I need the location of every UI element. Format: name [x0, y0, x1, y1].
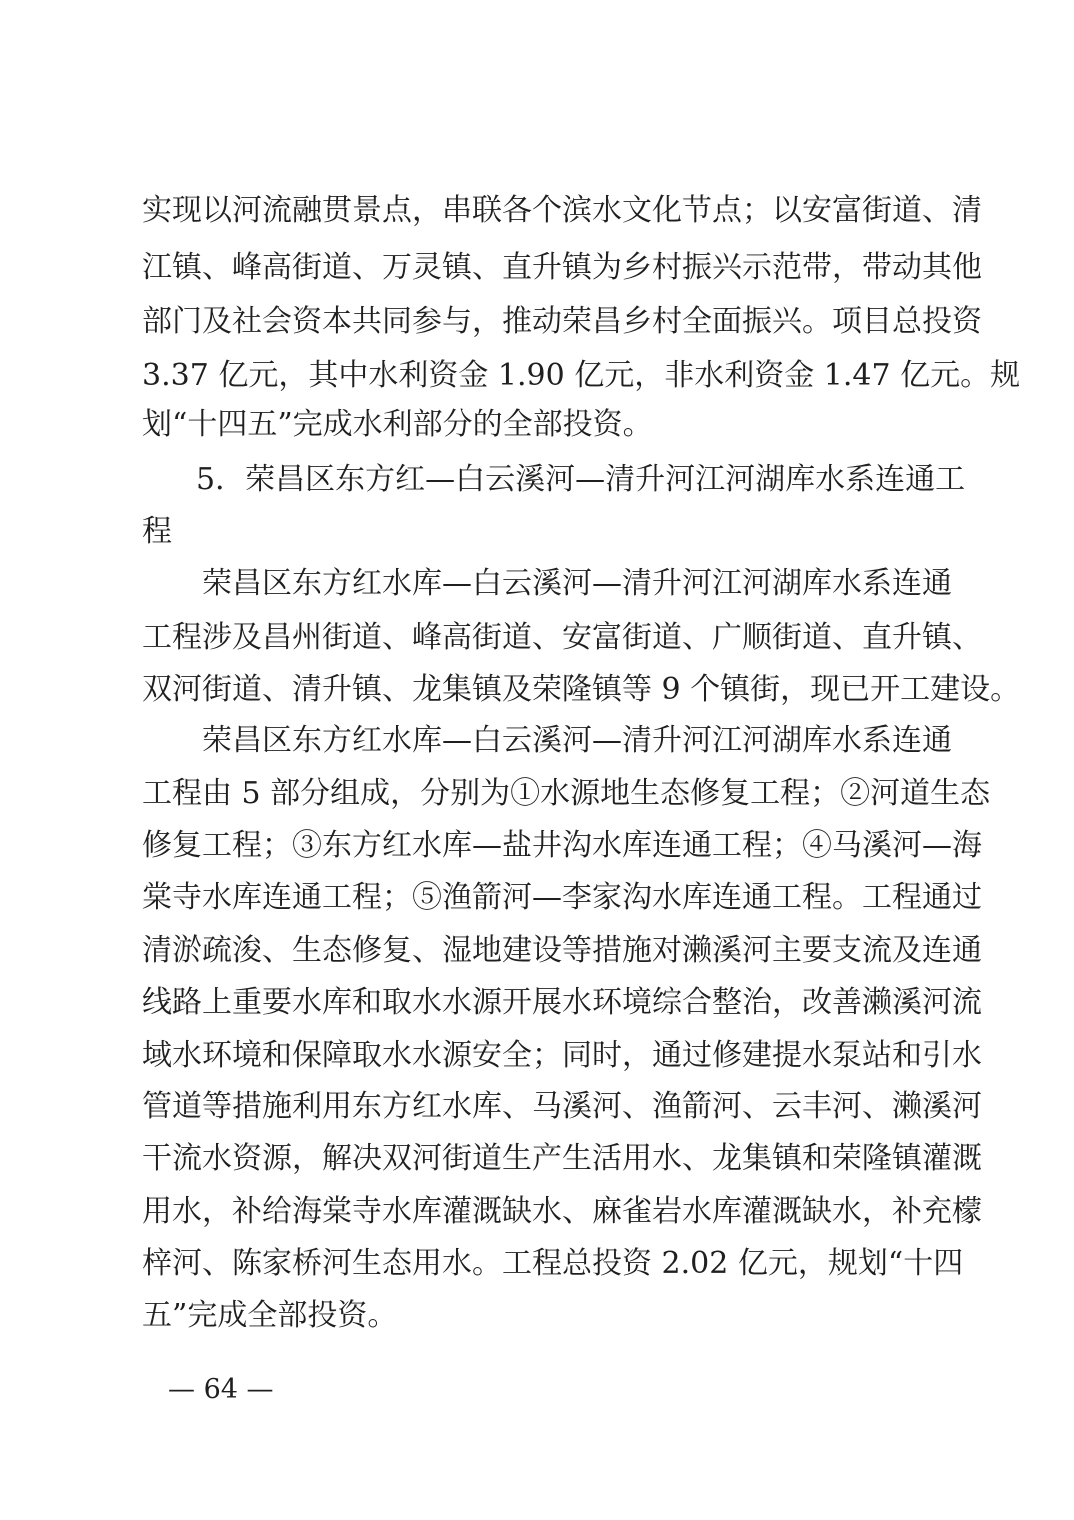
page-number: — 64 — [168, 1374, 274, 1405]
text-line: 荣昌区东方红水库—白云溪河—清升河江河湖库水系连通 [202, 723, 952, 758]
text-line: 工程由 5 部分组成，分别为①水源地生态修复工程；②河道生态 [142, 776, 991, 811]
text-line: 3.37 亿元，其中水利资金 1.90 亿元，非水利资金 1.47 亿元。规 [142, 358, 1021, 393]
text-line: 干流水资源，解决双河街道生产生活用水、龙集镇和荣隆镇灌溉 [142, 1141, 982, 1176]
text-line: 用水，补给海棠寺水库灌溉缺水、麻雀岩水库灌溉缺水，补充檬 [142, 1194, 982, 1229]
text-line: 实现以河流融贯景点，串联各个滨水文化节点；以安富街道、清 [142, 193, 982, 228]
text-line: 工程涉及昌州街道、峰高街道、安富街道、广顺街道、直升镇、 [142, 620, 982, 655]
text-line: 管道等措施利用东方红水库、马溪河、渔箭河、云丰河、濑溪河 [142, 1089, 982, 1124]
text-line: 域水环境和保障取水水源安全；同时，通过修建提水泵站和引水 [142, 1038, 982, 1073]
text-line: 梓河、陈家桥河生态用水。工程总投资 2.02 亿元，规划“十四 [142, 1246, 964, 1281]
text-line: 荣昌区东方红水库—白云溪河—清升河江河湖库水系连通 [202, 566, 952, 601]
text-line: 线路上重要水库和取水水源开展水环境综合整治，改善濑溪河流 [142, 985, 982, 1020]
text-line: 划“十四五”完成水利部分的全部投资。 [142, 407, 653, 442]
text-line: 修复工程；③东方红水库—盐井沟水库连通工程；④马溪河—海 [142, 828, 982, 863]
text-line: 棠寺水库连通工程；⑤渔箭河—李家沟水库连通工程。工程通过 [142, 880, 982, 915]
section-heading: 5．荣昌区东方红—白云溪河—清升河江河湖库水系连通工 [196, 462, 966, 497]
text-line: 部门及社会资本共同参与，推动荣昌乡村全面振兴。项目总投资 [142, 304, 982, 339]
section-heading-continued: 程 [142, 514, 172, 549]
text-line: 五”完成全部投资。 [142, 1298, 398, 1333]
text-line: 双河街道、清升镇、龙集镇及荣隆镇等 9 个镇街，现已开工建设。 [142, 672, 1021, 707]
text-line: 江镇、峰高街道、万灵镇、直升镇为乡村振兴示范带，带动其他 [142, 250, 982, 285]
text-line: 清淤疏浚、生态修复、湿地建设等措施对濑溪河主要支流及连通 [142, 933, 982, 968]
